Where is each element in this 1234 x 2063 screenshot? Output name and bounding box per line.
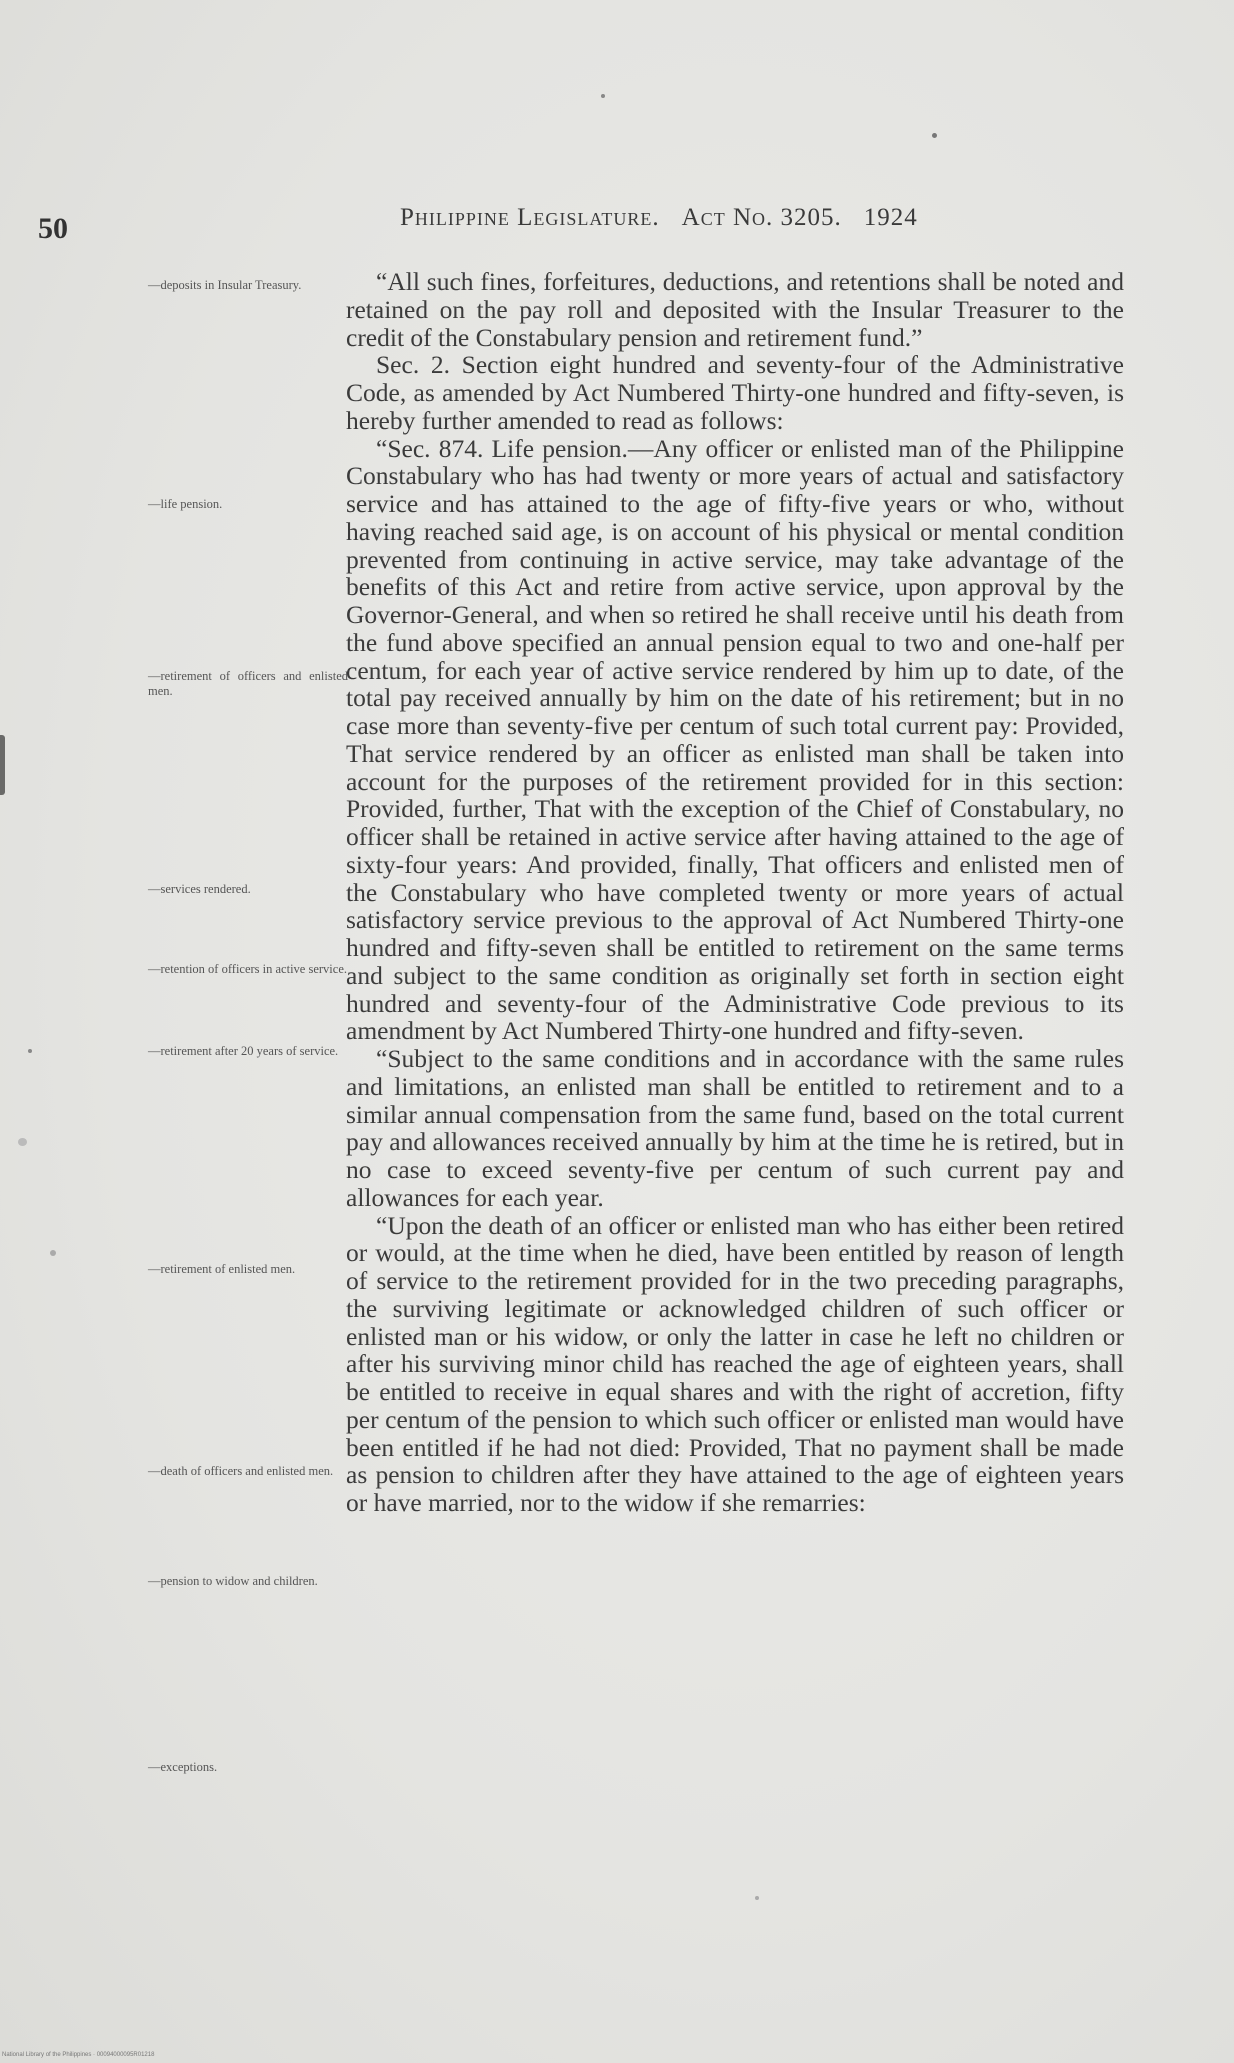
paper-speck — [28, 1049, 32, 1053]
binding-edge-mark — [0, 735, 5, 795]
margin-note: —retirement of officers and enlisted men. — [148, 669, 348, 698]
paragraph: “Upon the death of an officer or enlisted man who has either been retired or would, at the time when he died, have been entitled by reason of length of service to the retirement provided for in the two preceding paragraphs, the surviving legitimate or acknowledged children of such officer or enlisted man or his widow, or only the latter in case he left no children or after his surviving minor child has reached the age of eighteen years, shall be entitled to receive in equal shares and with the right of accretion, fifty per centum of the pension to which such officer or enlisted man would have been entitled if he had not died: Provided, That no payment shall be made as pension to children after they have attained to the age of eighteen years or have married, nor to the widow if she remarries: — [346, 1210, 1124, 1517]
margin-note: —exceptions. — [148, 1760, 218, 1774]
scan-credit: National Library of the Philippines · 00094000095R01218 — [2, 2052, 155, 2058]
paper-speck — [50, 1250, 56, 1256]
margin-note: —life pension. — [148, 497, 223, 511]
paper-speck — [601, 94, 605, 98]
paper-speck — [18, 1138, 27, 1146]
margin-note: —deposits in Insular Treasury. — [148, 278, 302, 292]
paper-speck — [755, 1896, 759, 1900]
paragraph: Sec. 2. Section eight hundred and seventy-four of the Administrative Code, as amended by Act Numbered Thirty-one hundred and fifty-seven, is hereby further amended to read as follows: — [346, 350, 1124, 435]
margin-note: —death of officers and enlisted men. — [148, 1464, 334, 1478]
margin-note: —pension to widow and children. — [148, 1574, 318, 1588]
margin-note: —retirement after 20 years of service. — [148, 1044, 339, 1058]
running-head-year: 1924 — [863, 204, 918, 231]
margin-note: —services rendered. — [148, 882, 251, 896]
running-head-act: Act No. 3205. — [681, 204, 842, 231]
running-head-publication: Philippine Legislature. — [400, 204, 660, 231]
paragraph: “Sec. 874. Life pension.—Any officer or enlisted man of the Philippine Constabulary who has had twenty or more years of actual and satisfactory service and has attained to the age of fifty-five years or who, without having reached said age, is on account of his physical or mental condition prevented from continuing in active service, may take advantage of the benefits of this Act and retire from active service, upon approval by the Governor-General, and when so retired he shall receive until his death from the fund above specified an annual pension equal to two and one-half per centum, for each year of active service rendered by him up to date, of the total pay received annually by him on the date of his retirement; but in no case more than seventy-five per centum of such total current pay: Provided, That service rendered by an officer as enlisted man shall be taken into account for the purposes of the retirement provided for in this section: Provided, further, That with the exception of the Chief of Constabulary, no officer shall be retained in active service after having attained to the age of sixty-four years: And provided, finally, That officers and enlisted men of the Constabulary who have completed twenty or more years of actual satisfactory service previous to the approval of Act Numbered Thirty-one hundred and fifty-seven shall be entitled to retirement on the same terms and subject to the same condition as originally set forth in section eight hundred and seventy-four of the Administrative Code previous to its amendment by Act Numbered Thirty-one hundred and fifty-seven. — [346, 433, 1124, 1046]
running-head — [400, 204, 1060, 232]
margin-note: —retirement of enlisted men. — [148, 1262, 296, 1276]
margin-note: —retention of officers in active service. — [148, 962, 347, 976]
paragraph: “Subject to the same conditions and in accordance with the same rules and limitations, an enlisted man shall be entitled to retirement and to a similar annual compensation from the same fund, based on the total current pay and allowances received annually by him at the time he is retired, but in no case to exceed seventy-five per centum of such current pay and allowances for each year. — [346, 1044, 1124, 1212]
page-number: 50 — [38, 212, 68, 245]
paper-speck — [932, 133, 937, 138]
paragraph: “All such fines, forfeitures, deductions, and retentions shall be noted and retained on the pay roll and deposited with the Insular Treasurer to the credit of the Constabulary pension and retirement fund.” — [346, 267, 1124, 352]
statute-text — [346, 268, 1124, 1517]
